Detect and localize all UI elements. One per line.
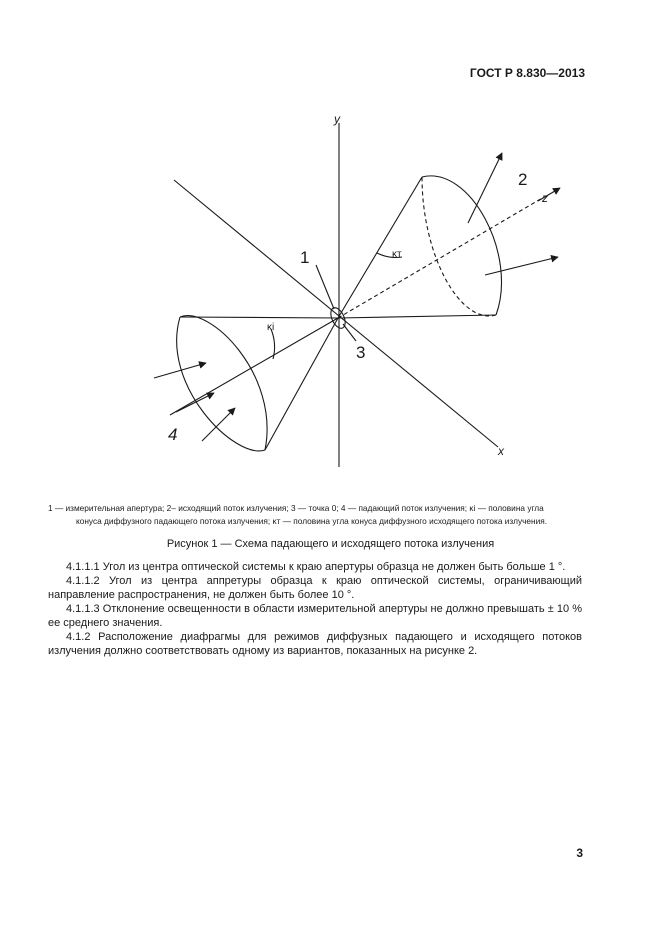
y-axis-label: y — [334, 112, 340, 126]
incoming-cone-rim — [180, 316, 267, 450]
paragraph-4-1-2: 4.1.2 Расположение диафрагмы для режимов диффузных падающего и исходящего потоков излучения должно соответствовать одному из вариантов, показанных на рисунке 2. — [48, 631, 582, 657]
radiation-diagram — [140, 105, 580, 480]
callout-1: 1 — [300, 248, 310, 267]
page-number: 3 — [576, 846, 583, 860]
callout-3: 3 — [356, 343, 366, 362]
callout-4: 4 — [168, 425, 178, 444]
z-axis — [338, 197, 544, 318]
legend-line-1: 1 — измерительная апертура; 2– исходящий поток излучения; 3 — точка 0; 4 — падающий поток излучения; κi — половина угла — [48, 503, 544, 513]
x-axis-label: x — [498, 444, 504, 458]
angle-label-incoming: κi — [267, 322, 275, 333]
angle-label-outgoing: κт — [392, 249, 402, 260]
callout-2: 2 — [518, 170, 528, 189]
figure-title: Рисунок 1 — Схема падающего и исходящего потока излучения — [166, 538, 495, 550]
x-axis — [174, 180, 498, 447]
paragraph-4-1-1-1: 4.1.1.1 Угол из центра оптической системы к краю апертуры образца не должен быть больше 1 °. — [66, 561, 566, 573]
document-id: ГОСТ Р 8.830—2013 — [469, 66, 585, 80]
figure-legend — [48, 502, 613, 528]
body-text — [48, 560, 582, 658]
paragraph-4-1-1-3: 4.1.1.3 Отклонение освещенности в области измерительной апертуры не должно превышать ± 10 % ее среднего значения. — [48, 603, 582, 629]
legend-line-2: конуса диффузного падающего потока излучения; κт — половина угла конуса диффузного исходящего потока излучения. — [76, 516, 548, 526]
paragraph-4-1-1-2: 4.1.1.2 Угол из центра аппретуры образца к краю оптической системы, ограничивающий направление распространения, не должен быть более 10 °. — [48, 575, 582, 601]
z-axis-label: z — [542, 191, 548, 205]
